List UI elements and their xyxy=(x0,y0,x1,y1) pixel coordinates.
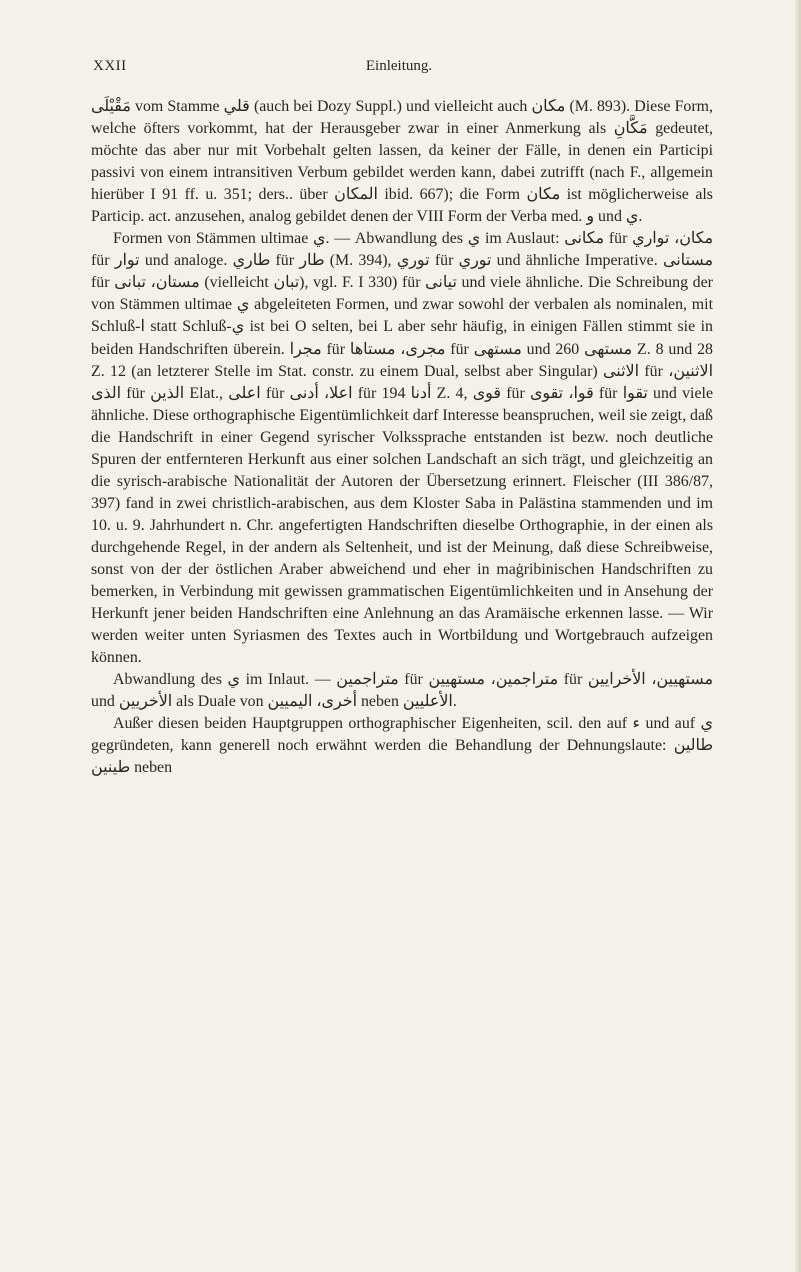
body-text xyxy=(91,96,713,779)
running-title: Einleitung. xyxy=(365,58,433,74)
page-edge xyxy=(795,0,801,1272)
paragraph: مَقْيْلَى vom Stamme قلي (auch bei Dozy Suppl.) und vielleicht auch مكان (M. 893). Diese Form, welche öfters vorkommt, hat der Herausgeber zwar in einer Anmerkung als مَكَّانِ gedeutet, möchte das aber nur mit Vorbehalt gelten lassen, da keiner der Fälle, in denen ein Participi passivi von einem intransitiven Verbum gebildet werden kann, dabei zutrifft (nach F., allgemein hierüber I 91 ff. u. 351; ders.. über المكان ibid. 667); die Form مكان ist möglicherweise als Particip. act. anzusehen, analog gebildet denen der VIII Form der Verba med. و und ي. xyxy=(91,98,713,226)
page-number: XXII xyxy=(93,58,127,74)
paragraph: Abwandlung des ي im Inlaut. — متراجمين für متراجمين، مستهيين für مستهيين، الأخرايين und الأخريين als Duale von أخرى، اليميين neben الأعليين. xyxy=(91,671,713,711)
paragraph: Außer diesen beiden Hauptgruppen orthographischer Eigenheiten, scil. den auf ء und auf ي gegründeten, kann generell noch erwähnt werden die Behandlung der Dehnungslaute: طالين طينين neben xyxy=(91,715,713,777)
paragraph: Formen von Stämmen ultimae ي. — Abwandlung des ي im Auslaut: مكانى für مكان، تواري für توار und analoge. طاري für طار (M. 394), توري für توري und ähnliche Imperative. مستانى für مستان، تبانى (vielleicht تبان), vgl. F. I 330) für تيانى und viele ähnliche. Die Schreibung der von Stämmen ultimae ي abgeleiteten Formen, und zwar sowohl der verbalen als nominalen, mit Schluß-ا statt Schluß-ي ist bei O selten, bei L aber sehr häufig, in einigen Fällen stimmt sie in beiden Handschriften überein. مجرا für مجرى، مستاها für مستهى und مستهى 260 Z. 8 und 28 Z. 12 (an letzterer Stelle im Stat. constr. zu einem Dual, selbst aber Singular) الاثنى für الاثنين، الذى für الذين Elat., اعلى für اعلا، أدنى für أدنا 194 Z. 4, قوى für قوا، تقوى für تقوا und viele ähnliche. Diese orthographische Eigentümlichkeit darf Interesse beanspruchen, weil sie zeigt, daß die Handschrift in einer Gegend syrischer Volkssprache entstanden ist bezw. noch deutliche Spuren der entfernteren Herkunft aus einer solchen Landschaft an sich trägt, und gleichzeitig an die syrisch-arabische Nationalität der Autoren der Übersetzung erinnert. Fleischer (III 386/87, 397) fand in zwei christlich-arabischen, aus dem Kloster Saba in Palästina stammenden und im 10. u. 9. Jahrhundert n. Chr. angefertigten Handschriften dieselbe Orthographie, in der einen als durchgehende Regel, in der andern als Seltenheit, und ist der Meinung, daß diese Schreibweise, sonst von der der östlichen Araber abweichend und eher in maġribinischen Handschriften zu bemerken, in Verbindung mit gewissen grammatischen Eigentümlichkeiten und in Ansehung der Herkunft jener beiden Handschriften eine Anlehnung an das Aramäische erkennen lasse. — Wir werden weiter unten Syriasmen des Textes auch in Wortbildung und Wortgebrauch aufzeigen können. xyxy=(91,230,713,667)
page-header xyxy=(93,58,705,82)
